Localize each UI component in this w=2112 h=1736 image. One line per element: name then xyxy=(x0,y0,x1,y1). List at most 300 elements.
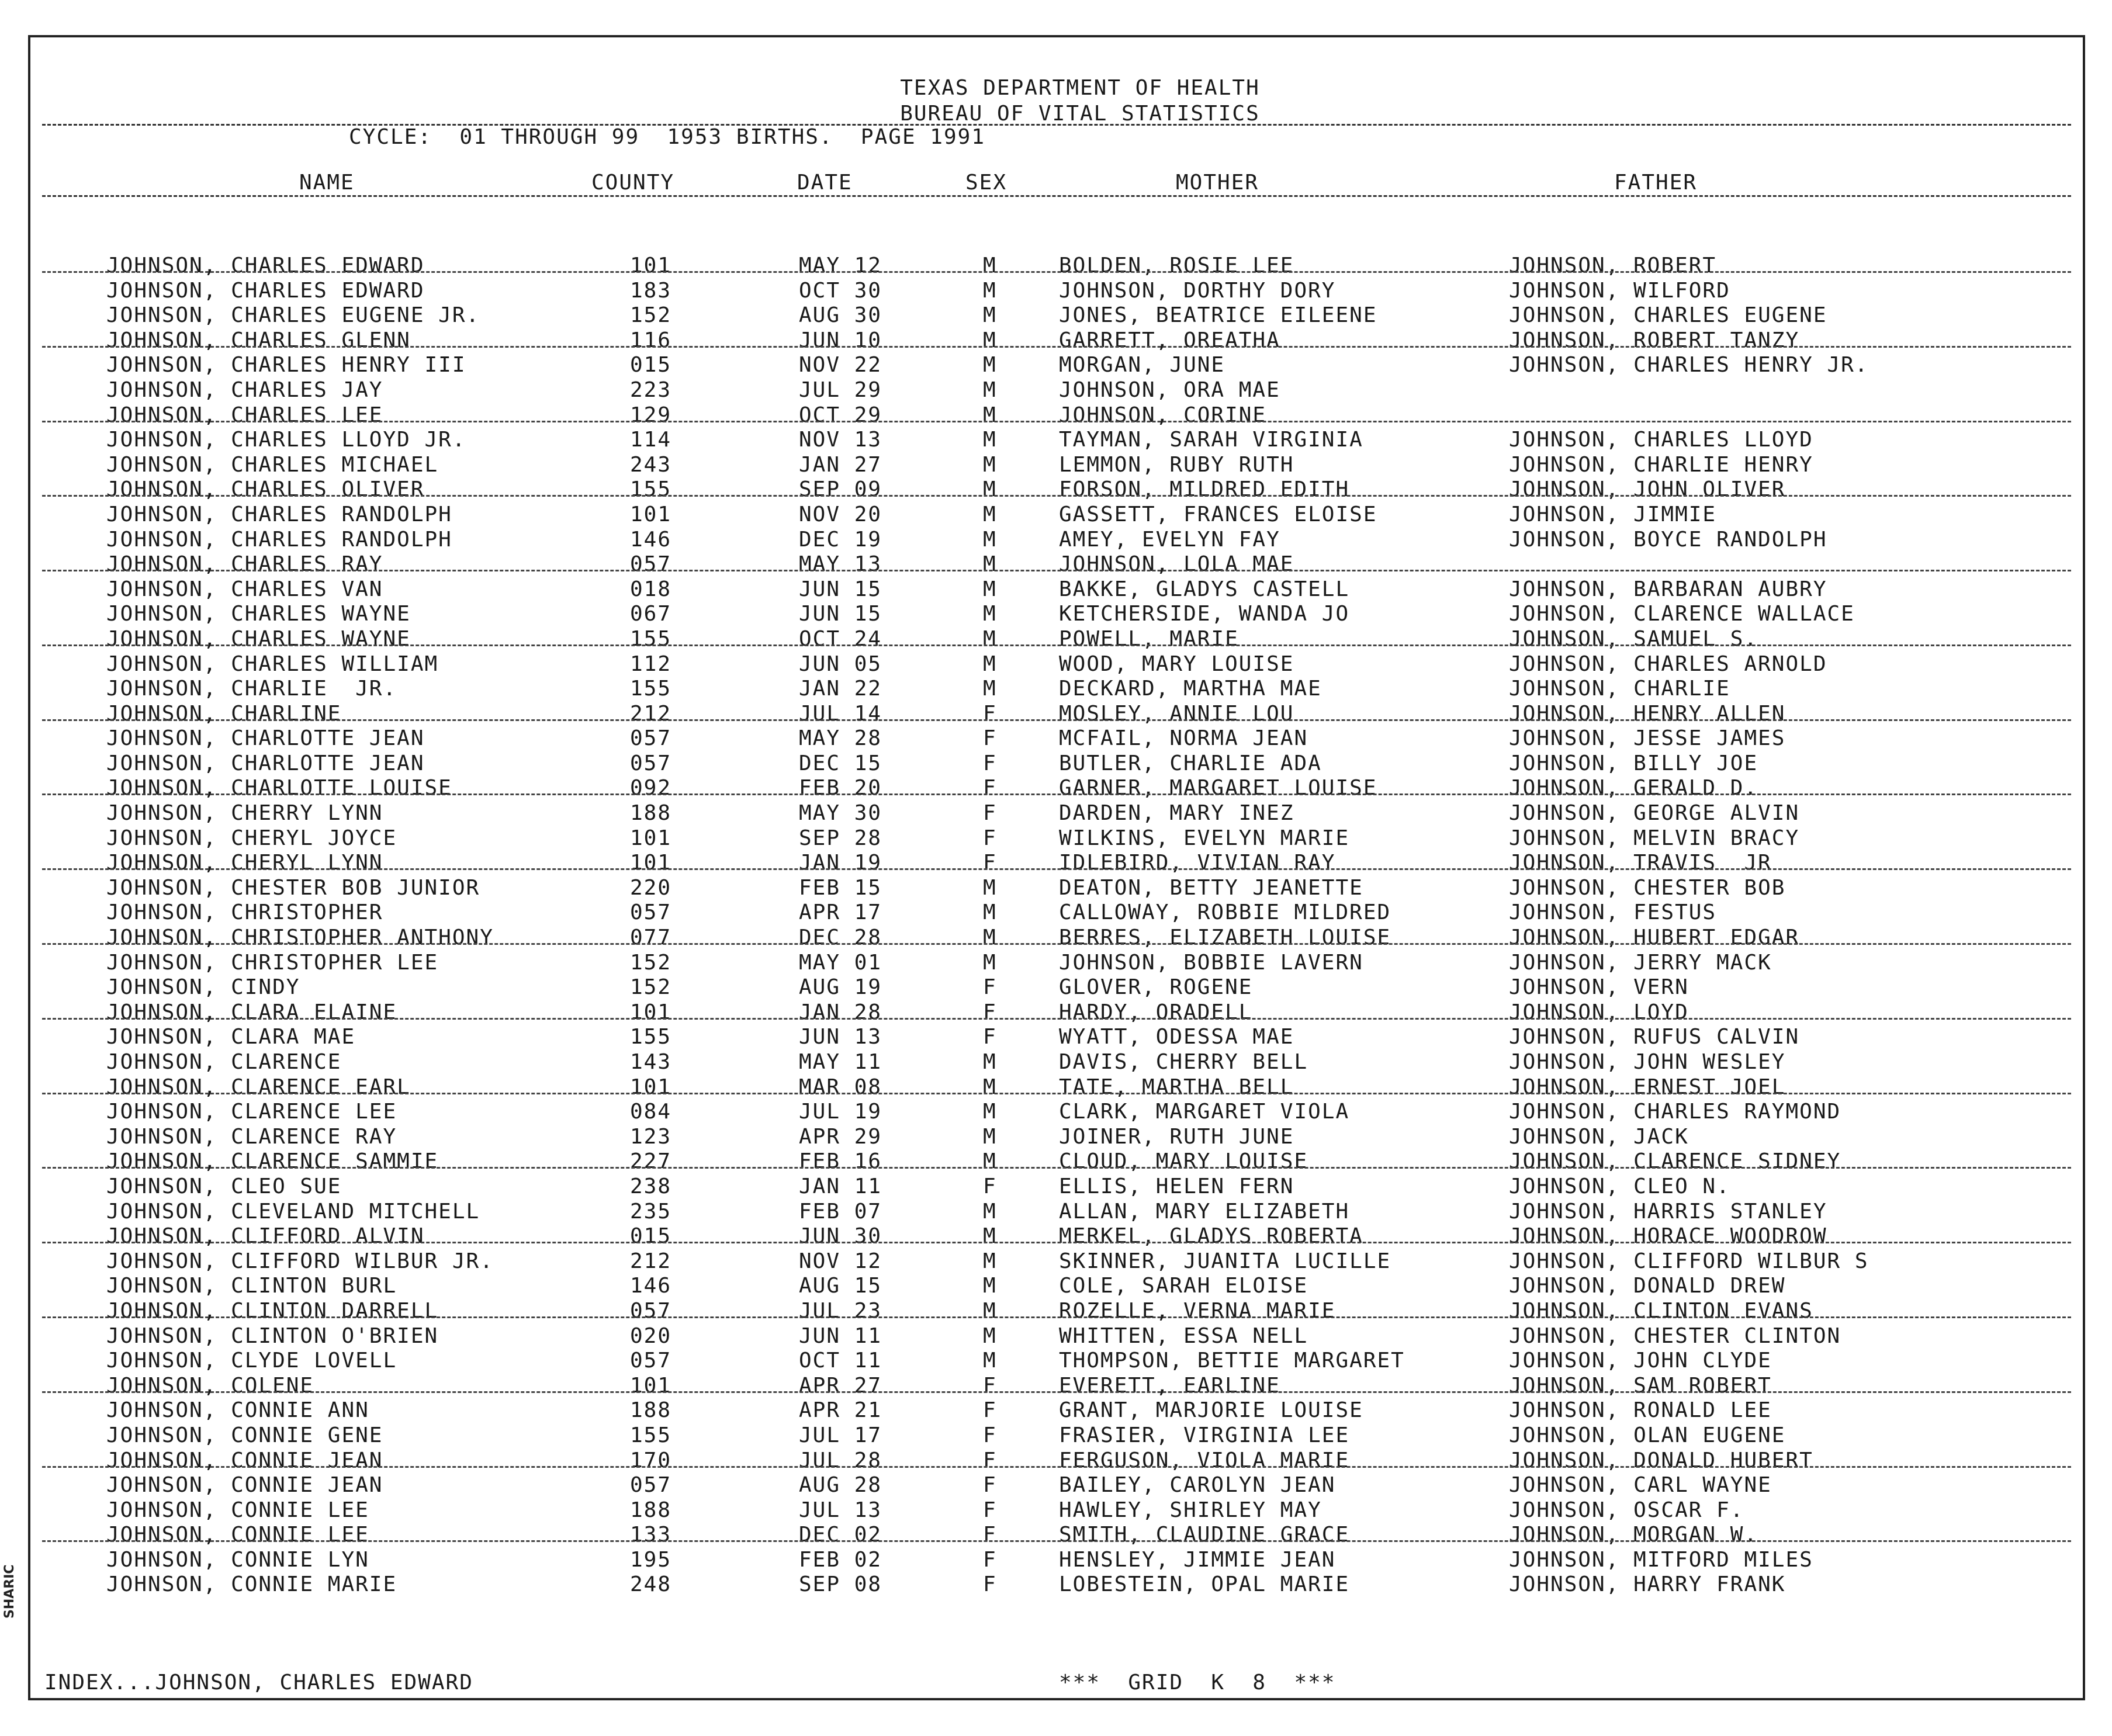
cell-county: 112 xyxy=(630,652,672,676)
column-header-sex: SEX xyxy=(965,171,1007,195)
cell-name: JOHNSON, CHERYL LYNN xyxy=(106,851,383,875)
cell-name: JOHNSON, CLEO SUE xyxy=(106,1174,342,1198)
cell-mother: WYATT, ODESSA MAE xyxy=(1059,1025,1294,1049)
cell-name: JOHNSON, CLIFFORD WILBUR JR. xyxy=(106,1249,494,1273)
cell-mother: GARRETT, OREATHA xyxy=(1059,328,1280,352)
table-row xyxy=(30,1324,2083,1349)
cell-sex: F xyxy=(983,776,997,801)
table-row xyxy=(30,926,2083,951)
table-row xyxy=(30,378,2083,403)
cell-mother: MCFAIL, NORMA JEAN xyxy=(1059,726,1308,751)
cell-date: APR 29 xyxy=(799,1124,882,1149)
cell-date: DEC 19 xyxy=(799,527,882,552)
table-row xyxy=(30,1423,2083,1449)
cell-date: MAR 08 xyxy=(799,1075,882,1099)
cell-county: 057 xyxy=(630,1298,672,1323)
cell-name: JOHNSON, CHARLINE xyxy=(106,701,342,726)
cell-sex: M xyxy=(983,452,997,477)
cell-name: JOHNSON, CHARLES LLOYD JR. xyxy=(106,428,466,452)
cell-date: JUN 13 xyxy=(799,1025,882,1049)
table-row xyxy=(30,353,2083,378)
table-row xyxy=(30,951,2083,976)
cell-sex: F xyxy=(983,1373,997,1398)
cell-date: MAY 13 xyxy=(799,552,882,577)
cell-father: JOHNSON, ROBERT TANZY xyxy=(1509,328,1800,352)
column-header-father: FATHER xyxy=(1614,171,1698,195)
cell-sex: M xyxy=(983,900,997,925)
cell-county: 015 xyxy=(630,353,672,377)
cell-father: JOHNSON, HENRY ALLEN xyxy=(1509,701,1786,726)
table-row xyxy=(30,627,2083,652)
cell-father: JOHNSON, VERN xyxy=(1509,975,1689,1000)
table-row xyxy=(30,1349,2083,1374)
cell-father: JOHNSON, CHESTER CLINTON xyxy=(1509,1323,1841,1348)
cell-date: OCT 24 xyxy=(799,626,882,651)
table-row xyxy=(30,1200,2083,1225)
cell-mother: ROZELLE, VERNA MARIE xyxy=(1059,1298,1336,1323)
cell-father: JOHNSON, CHESTER BOB xyxy=(1509,875,1786,900)
cell-mother: CLOUD, MARY LOUISE xyxy=(1059,1149,1308,1174)
cell-father: JOHNSON, BOYCE RANDOLPH xyxy=(1509,527,1827,552)
cell-sex: F xyxy=(983,1523,997,1547)
cell-mother: JOINER, RUTH JUNE xyxy=(1059,1124,1294,1149)
table-row xyxy=(30,975,2083,1000)
cell-sex: F xyxy=(983,1000,997,1024)
cell-county: 146 xyxy=(630,527,672,552)
cell-county: 018 xyxy=(630,577,672,601)
cell-date: JUN 15 xyxy=(799,577,882,601)
cell-name: JOHNSON, CLARENCE EARL xyxy=(106,1075,411,1099)
cell-name: JOHNSON, CHARLES LEE xyxy=(106,403,383,427)
cell-county: 183 xyxy=(630,278,672,303)
cell-county: 212 xyxy=(630,1249,672,1273)
cell-sex: F xyxy=(983,726,997,751)
cell-name: JOHNSON, CHARLOTTE JEAN xyxy=(106,726,425,751)
table-row xyxy=(30,751,2083,777)
cell-father: JOHNSON, ROBERT xyxy=(1509,254,1717,278)
cell-mother: HAWLEY, SHIRLEY MAY xyxy=(1059,1498,1322,1522)
cell-name: JOHNSON, CONNIE LYN xyxy=(106,1547,369,1572)
cell-date: JUL 23 xyxy=(799,1298,882,1323)
register-page xyxy=(28,35,2085,1700)
cell-county: 133 xyxy=(630,1523,672,1547)
cell-name: JOHNSON, CHARLES OLIVER xyxy=(106,477,425,502)
cell-name: JOHNSON, CONNIE JEAN xyxy=(106,1448,383,1472)
cell-date: MAY 28 xyxy=(799,726,882,751)
cell-father: JOHNSON, LOYD xyxy=(1509,1000,1689,1024)
cell-sex: F xyxy=(983,1398,997,1423)
cell-sex: F xyxy=(983,1498,997,1522)
cell-mother: WILKINS, EVELYN MARIE xyxy=(1059,826,1350,850)
cell-county: 152 xyxy=(630,303,672,328)
cell-name: JOHNSON, CLARENCE LEE xyxy=(106,1100,397,1124)
cell-name: JOHNSON, CHRISTOPHER xyxy=(106,900,383,925)
cell-name: JOHNSON, CONNIE LEE xyxy=(106,1498,369,1522)
cell-father: JOHNSON, HORACE WOODROW xyxy=(1509,1224,1827,1249)
table-row xyxy=(30,528,2083,553)
table-row xyxy=(30,1299,2083,1324)
cell-sex: M xyxy=(983,428,997,452)
cell-date: NOV 12 xyxy=(799,1249,882,1273)
cell-county: 084 xyxy=(630,1100,672,1124)
cell-name: JOHNSON, CONNIE ANN xyxy=(106,1398,369,1423)
cell-sex: F xyxy=(983,826,997,850)
cell-county: 101 xyxy=(630,502,672,526)
cell-date: FEB 20 xyxy=(799,776,882,801)
table-row xyxy=(30,328,2083,354)
cell-county: 152 xyxy=(630,950,672,975)
cell-father: JOHNSON, GEORGE ALVIN xyxy=(1509,801,1800,826)
cell-name: JOHNSON, CONNIE MARIE xyxy=(106,1572,397,1597)
cell-name: JOHNSON, CONNIE GENE xyxy=(106,1423,383,1447)
cell-date: OCT 11 xyxy=(799,1349,882,1373)
cell-date: APR 27 xyxy=(799,1373,882,1398)
cell-date: JUN 10 xyxy=(799,328,882,352)
table-row xyxy=(30,303,2083,328)
cell-date: OCT 30 xyxy=(799,278,882,303)
cell-father: JOHNSON, RUFUS CALVIN xyxy=(1509,1025,1800,1049)
cell-father: JOHNSON, BILLY JOE xyxy=(1509,751,1758,775)
cell-name: JOHNSON, CHARLES EUGENE JR. xyxy=(106,303,480,328)
column-header-mother: MOTHER xyxy=(1176,171,1259,195)
table-row xyxy=(30,1523,2083,1548)
cell-mother: BAILEY, CAROLYN JEAN xyxy=(1059,1473,1336,1498)
cell-name: JOHNSON, CLIFFORD ALVIN xyxy=(106,1224,425,1249)
cell-county: 057 xyxy=(630,900,672,925)
cell-mother: GARNER, MARGARET LOUISE xyxy=(1059,776,1377,801)
cell-name: JOHNSON, CLARENCE RAY xyxy=(106,1124,397,1149)
cell-father: JOHNSON, JIMMIE xyxy=(1509,502,1717,526)
cell-county: 152 xyxy=(630,975,672,1000)
cell-name: JOHNSON, CHARLES JAY xyxy=(106,377,383,402)
cell-county: 101 xyxy=(630,1000,672,1024)
cell-father: JOHNSON, CHARLES LLOYD xyxy=(1509,428,1813,452)
table-row xyxy=(30,677,2083,702)
cell-date: JUN 11 xyxy=(799,1323,882,1348)
cell-father: JOHNSON, DONALD HUBERT xyxy=(1509,1448,1813,1472)
cell-date: JAN 11 xyxy=(799,1174,882,1198)
cell-date: JUL 19 xyxy=(799,1100,882,1124)
cell-county: 223 xyxy=(630,377,672,402)
cell-date: AUG 15 xyxy=(799,1274,882,1298)
table-row xyxy=(30,279,2083,304)
cell-date: MAY 11 xyxy=(799,1050,882,1074)
cell-sex: M xyxy=(983,1298,997,1323)
cell-sex: M xyxy=(983,602,997,626)
cell-sex: M xyxy=(983,328,997,352)
department-title: TEXAS DEPARTMENT OF HEALTH xyxy=(900,76,1260,100)
cell-county: 077 xyxy=(630,926,672,950)
cell-county: 238 xyxy=(630,1174,672,1198)
cell-date: FEB 07 xyxy=(799,1199,882,1224)
cell-name: JOHNSON, CHESTER BOB JUNIOR xyxy=(106,875,480,900)
cell-name: JOHNSON, CHARLOTTE LOUISE xyxy=(106,776,452,801)
cell-sex: M xyxy=(983,1349,997,1373)
table-row xyxy=(30,826,2083,851)
cell-name: JOHNSON, CHARLES WILLIAM xyxy=(106,652,439,676)
table-row xyxy=(30,726,2083,751)
cell-father: JOHNSON, CLINTON EVANS xyxy=(1509,1298,1813,1323)
cell-father: JOHNSON, CHARLIE HENRY xyxy=(1509,452,1813,477)
cell-county: 212 xyxy=(630,701,672,726)
cell-county: 067 xyxy=(630,602,672,626)
cell-date: DEC 28 xyxy=(799,926,882,950)
cell-county: 101 xyxy=(630,1373,672,1398)
cell-sex: M xyxy=(983,1050,997,1074)
cell-mother: DAVIS, CHERRY BELL xyxy=(1059,1050,1308,1074)
cell-sex: M xyxy=(983,926,997,950)
cell-name: JOHNSON, CLARENCE SAMMIE xyxy=(106,1149,439,1174)
cell-county: 114 xyxy=(630,428,672,452)
cell-county: 155 xyxy=(630,477,672,502)
cell-sex: F xyxy=(983,701,997,726)
cell-sex: M xyxy=(983,1100,997,1124)
table-row xyxy=(30,602,2083,627)
cell-mother: DECKARD, MARTHA MAE xyxy=(1059,677,1322,701)
cell-sex: M xyxy=(983,1224,997,1249)
cell-county: 188 xyxy=(630,801,672,826)
table-row xyxy=(30,1025,2083,1050)
cell-sex: M xyxy=(983,1075,997,1099)
table-row xyxy=(30,851,2083,876)
cell-mother: MOSLEY, ANNIE LOU xyxy=(1059,701,1294,726)
cell-date: NOV 13 xyxy=(799,428,882,452)
cell-sex: F xyxy=(983,975,997,1000)
cell-mother: SKINNER, JUANITA LUCILLE xyxy=(1059,1249,1391,1273)
table-row xyxy=(30,1000,2083,1025)
cell-father: JOHNSON, MORGAN W. xyxy=(1509,1523,1758,1547)
table-row xyxy=(30,577,2083,602)
cell-father: JOHNSON, GERALD D. xyxy=(1509,776,1758,801)
cell-date: FEB 02 xyxy=(799,1547,882,1572)
cell-father: JOHNSON, OLAN EUGENE xyxy=(1509,1423,1786,1447)
cell-mother: JOHNSON, LOLA MAE xyxy=(1059,552,1294,577)
cell-county: 057 xyxy=(630,1473,672,1498)
cell-name: JOHNSON, CHARLES EDWARD xyxy=(106,254,425,278)
cell-mother: MORGAN, JUNE xyxy=(1059,353,1225,377)
table-row xyxy=(30,403,2083,428)
cell-date: NOV 22 xyxy=(799,353,882,377)
cell-sex: M xyxy=(983,875,997,900)
cell-mother: LEMMON, RUBY RUTH xyxy=(1059,452,1294,477)
cell-county: 015 xyxy=(630,1224,672,1249)
cell-father: JOHNSON, HARRIS STANLEY xyxy=(1509,1199,1827,1224)
cell-mother: HARDY, ORADELL xyxy=(1059,1000,1253,1024)
cell-mother: DEATON, BETTY JEANETTE xyxy=(1059,875,1363,900)
cell-father: JOHNSON, WILFORD xyxy=(1509,278,1730,303)
cell-sex: F xyxy=(983,1547,997,1572)
cell-county: 155 xyxy=(630,1423,672,1447)
cell-sex: M xyxy=(983,303,997,328)
cell-name: JOHNSON, CHERYL JOYCE xyxy=(106,826,397,850)
cell-name: JOHNSON, CLINTON BURL xyxy=(106,1274,397,1298)
cell-sex: M xyxy=(983,626,997,651)
cell-mother: JONES, BEATRICE EILEENE xyxy=(1059,303,1377,328)
table-row xyxy=(30,453,2083,478)
cell-father: JOHNSON, CHARLES ARNOLD xyxy=(1509,652,1827,676)
cell-county: 188 xyxy=(630,1398,672,1423)
cell-date: DEC 02 xyxy=(799,1523,882,1547)
cell-date: SEP 08 xyxy=(799,1572,882,1597)
table-row xyxy=(30,1473,2083,1498)
cell-father: JOHNSON, FESTUS xyxy=(1509,900,1717,925)
table-row xyxy=(30,503,2083,528)
cell-name: JOHNSON, COLENE xyxy=(106,1373,314,1398)
cell-sex: M xyxy=(983,950,997,975)
cell-father: JOHNSON, CHARLES RAYMOND xyxy=(1509,1100,1841,1124)
cell-sex: M xyxy=(983,652,997,676)
cell-date: JAN 28 xyxy=(799,1000,882,1024)
table-row xyxy=(30,1398,2083,1423)
cell-father: JOHNSON, HARRY FRANK xyxy=(1509,1572,1786,1597)
cell-county: 057 xyxy=(630,552,672,577)
cell-county: 170 xyxy=(630,1448,672,1472)
cell-date: APR 21 xyxy=(799,1398,882,1423)
cell-date: SEP 28 xyxy=(799,826,882,850)
column-header-date: DATE xyxy=(797,171,853,195)
cell-county: 057 xyxy=(630,751,672,775)
cell-mother: FERGUSON, VIOLA MARIE xyxy=(1059,1448,1350,1472)
table-row xyxy=(30,1572,2083,1598)
cell-county: 129 xyxy=(630,403,672,427)
cell-mother: JOHNSON, CORINE xyxy=(1059,403,1267,427)
cell-name: JOHNSON, CLINTON DARRELL xyxy=(106,1298,439,1323)
table-row xyxy=(30,1548,2083,1573)
cell-county: 248 xyxy=(630,1572,672,1597)
cell-county: 155 xyxy=(630,677,672,701)
cell-sex: F xyxy=(983,851,997,875)
cell-sex: M xyxy=(983,254,997,278)
table-row xyxy=(30,776,2083,801)
cell-sex: F xyxy=(983,1174,997,1198)
cell-name: JOHNSON, CONNIE JEAN xyxy=(106,1473,383,1498)
cell-father: JOHNSON, CLEO N. xyxy=(1509,1174,1730,1198)
cell-mother: COLE, SARAH ELOISE xyxy=(1059,1274,1308,1298)
cell-date: JAN 27 xyxy=(799,452,882,477)
cell-name: JOHNSON, CHRISTOPHER LEE xyxy=(106,950,439,975)
cell-county: 057 xyxy=(630,726,672,751)
cell-name: JOHNSON, CONNIE LEE xyxy=(106,1523,369,1547)
cell-county: 101 xyxy=(630,826,672,850)
cell-sex: F xyxy=(983,1473,997,1498)
cell-county: 143 xyxy=(630,1050,672,1074)
cell-sex: F xyxy=(983,751,997,775)
cell-mother: IDLEBIRD, VIVIAN RAY xyxy=(1059,851,1336,875)
cell-father: JOHNSON, CHARLES EUGENE xyxy=(1509,303,1827,328)
cell-sex: M xyxy=(983,527,997,552)
cell-date: JUN 15 xyxy=(799,602,882,626)
cell-father: JOHNSON, BARBARAN AUBRY xyxy=(1509,577,1827,601)
cell-mother: KETCHERSIDE, WANDA JO xyxy=(1059,602,1350,626)
cell-father: JOHNSON, CLIFFORD WILBUR S xyxy=(1509,1249,1869,1273)
table-row xyxy=(30,254,2083,279)
cell-mother: TATE, MARTHA BELL xyxy=(1059,1075,1294,1099)
table-row xyxy=(30,1249,2083,1274)
cell-county: 020 xyxy=(630,1323,672,1348)
cell-name: JOHNSON, CHARLIE JR. xyxy=(106,677,397,701)
cell-county: 116 xyxy=(630,328,672,352)
cell-mother: FORSON, MILDRED EDITH xyxy=(1059,477,1350,502)
cell-date: FEB 16 xyxy=(799,1149,882,1174)
cell-father: JOHNSON, CHARLIE xyxy=(1509,677,1730,701)
cell-father: JOHNSON, JERRY MACK xyxy=(1509,950,1772,975)
column-header-county: COUNTY xyxy=(591,171,675,195)
cell-sex: M xyxy=(983,677,997,701)
cell-county: 243 xyxy=(630,452,672,477)
cell-father: JOHNSON, RONALD LEE xyxy=(1509,1398,1772,1423)
column-header-rule xyxy=(42,195,2071,197)
cell-county: 101 xyxy=(630,851,672,875)
table-row xyxy=(30,801,2083,826)
cell-date: MAY 30 xyxy=(799,801,882,826)
cell-sex: M xyxy=(983,1274,997,1298)
cell-father: JOHNSON, CLARENCE SIDNEY xyxy=(1509,1149,1841,1174)
cell-sex: F xyxy=(983,1572,997,1597)
cell-mother: AMEY, EVELYN FAY xyxy=(1059,527,1280,552)
cell-date: MAY 01 xyxy=(799,950,882,975)
cell-date: AUG 19 xyxy=(799,975,882,1000)
cell-mother: DARDEN, MARY INEZ xyxy=(1059,801,1294,826)
table-row xyxy=(30,1149,2083,1174)
cell-mother: SMITH, CLAUDINE GRACE xyxy=(1059,1523,1350,1547)
cell-father: JOHNSON, OSCAR F. xyxy=(1509,1498,1744,1522)
cell-mother: BOLDEN, ROSIE LEE xyxy=(1059,254,1294,278)
cell-date: OCT 29 xyxy=(799,403,882,427)
cell-father: JOHNSON, HUBERT EDGAR xyxy=(1509,926,1800,950)
cell-county: 101 xyxy=(630,1075,672,1099)
cell-sex: F xyxy=(983,801,997,826)
cell-name: JOHNSON, CHARLES RANDOLPH xyxy=(106,502,452,526)
cell-sex: M xyxy=(983,1249,997,1273)
table-row xyxy=(30,428,2083,453)
cell-sex: M xyxy=(983,1323,997,1348)
cell-county: 155 xyxy=(630,626,672,651)
cell-name: JOHNSON, CLINTON O'BRIEN xyxy=(106,1323,439,1348)
cell-mother: CALLOWAY, ROBBIE MILDRED xyxy=(1059,900,1391,925)
cell-sex: M xyxy=(983,278,997,303)
cell-mother: GASSETT, FRANCES ELOISE xyxy=(1059,502,1377,526)
cell-name: JOHNSON, CHARLES WAYNE xyxy=(106,626,411,651)
table-row xyxy=(30,900,2083,926)
cell-sex: M xyxy=(983,552,997,577)
cell-sex: M xyxy=(983,502,997,526)
table-row xyxy=(30,1100,2083,1125)
table-row xyxy=(30,1050,2083,1075)
cell-name: JOHNSON, CHARLES HENRY III xyxy=(106,353,466,377)
cell-county: 146 xyxy=(630,1274,672,1298)
table-row xyxy=(30,1498,2083,1523)
cell-mother: ELLIS, HELEN FERN xyxy=(1059,1174,1294,1198)
cell-county: 155 xyxy=(630,1025,672,1049)
cell-date: JAN 19 xyxy=(799,851,882,875)
cell-name: JOHNSON, CHARLES RAY xyxy=(106,552,383,577)
cell-date: JUL 28 xyxy=(799,1448,882,1472)
cell-sex: M xyxy=(983,577,997,601)
records-list xyxy=(30,254,2083,1598)
cell-mother: BERRES, ELIZABETH LOUISE xyxy=(1059,926,1391,950)
cell-mother: EVERETT, EARLINE xyxy=(1059,1373,1280,1398)
table-row xyxy=(30,552,2083,577)
cell-date: JUL 17 xyxy=(799,1423,882,1447)
cell-mother: TAYMAN, SARAH VIRGINIA xyxy=(1059,428,1363,452)
table-row xyxy=(30,1374,2083,1399)
cell-name: JOHNSON, CHARLES VAN xyxy=(106,577,383,601)
cell-name: JOHNSON, CHARLES WAYNE xyxy=(106,602,411,626)
cell-father: JOHNSON, JOHN WESLEY xyxy=(1509,1050,1786,1074)
cell-father: JOHNSON, ERNEST JOEL xyxy=(1509,1075,1786,1099)
cell-name: JOHNSON, CLYDE LOVELL xyxy=(106,1349,397,1373)
column-header-name: NAME xyxy=(299,171,355,195)
